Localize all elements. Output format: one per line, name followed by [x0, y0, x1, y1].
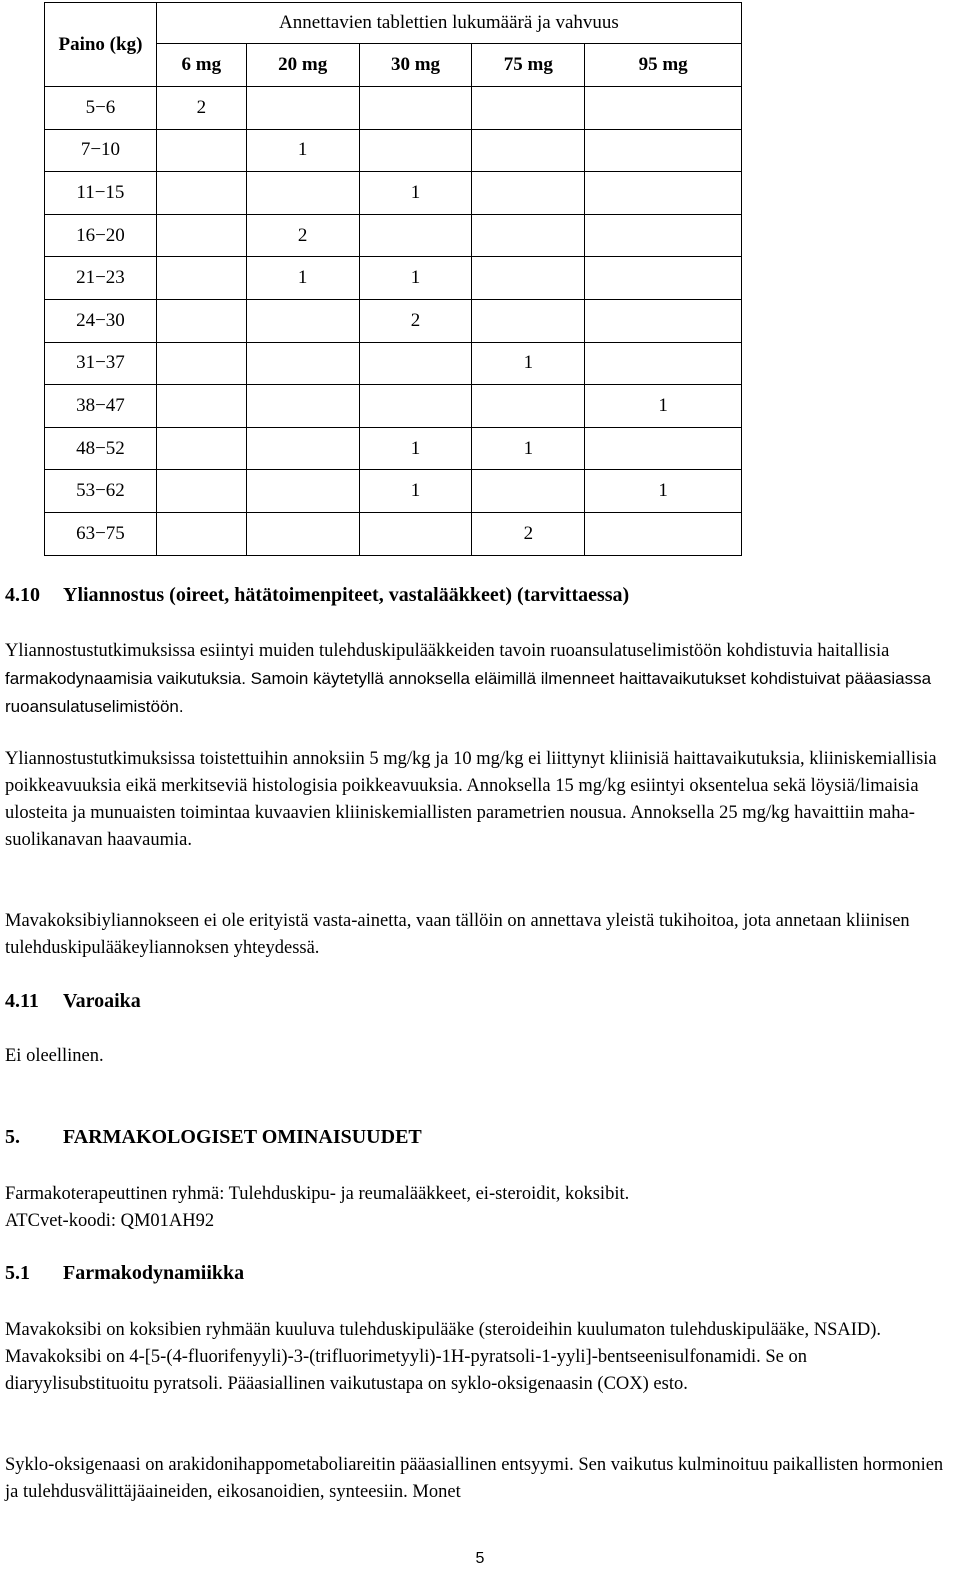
tablet-count-cell	[156, 299, 246, 342]
tablet-count-cell	[156, 342, 246, 385]
weight-cell: 21−23	[45, 257, 157, 300]
tablet-count-cell	[156, 470, 246, 513]
tablet-count-cell: 2	[156, 87, 246, 130]
tablet-count-cell	[585, 427, 742, 470]
section-4-10-paragraph-2: Yliannostustutkimuksissa toistettuihin annoksiin 5 mg/kg ja 10 mg/kg ei liittynyt kliinisiä haittavaikutuksia, kliiniskemiallisia poikkeavuuksia eikä merkitseviä histologisia poikkeavuuksia. Annoksella 15 mg/kg esiintyi oksentelua sekä löysiä/limaisia ulosteita ja munuaisten toimintaa kuvaavien kliiniskemiallisten parametrien nousua. Annoksella 25 mg/kg havaittiin maha-suolikanavan haavaumia.	[5, 749, 937, 850]
tablet-count-cell	[359, 214, 472, 257]
tablet-count-cell	[359, 385, 472, 428]
table-row	[45, 129, 742, 172]
tablet-count-cell	[246, 87, 359, 130]
tablet-count-cell	[472, 172, 585, 215]
tablet-count-cell	[156, 257, 246, 300]
section-5-1-paragraph-1: Mavakoksibi on koksibien ryhmään kuuluva tulehduskipulääke (steroideihin kuulumaton tulehduskipulääke, NSAID). Mavakoksibi on 4-[5-(4-fluorifenyyli)-3-(trifluorimetyyli)-1H-pyratsoli-1-yyli]-bentseenisulfonamidi. Se on diaryylisubstituoitu pyratsoli. Pääasiallinen vaikutustapa on syklo-oksigenaasin (COX) esto.	[5, 1320, 882, 1394]
dosage-table	[44, 2, 742, 556]
tablet-count-cell: 2	[246, 214, 359, 257]
weight-column-header: Paino (kg)	[45, 3, 157, 87]
weight-cell: 31−37	[45, 342, 157, 385]
tablet-count-cell	[472, 214, 585, 257]
table-row	[45, 470, 742, 513]
tablet-strength-group-header: Annettavien tablettien lukumäärä ja vahvuus	[156, 3, 741, 44]
section-5-1-heading: 5.1 Farmakodynamiikka	[5, 1262, 245, 1284]
tablet-count-cell	[246, 385, 359, 428]
tablet-count-cell	[246, 427, 359, 470]
section-5-heading: 5. FARMAKOLOGISET OMINAISUUDET	[5, 1126, 422, 1148]
section-4-10-paragraph-1: Yliannostustutkimuksissa esiintyi muiden tulehduskipulääkkeiden tavoin ruoansulatuselimistöön kohdistuvia haitallisia farmakodynaamisia vaikutuksia. Samoin käytetyllä annoksella eläimillä ilmenneet haittavaikutukset kohdistuivat pääasiassa ruoansulatuselimistöön.	[5, 641, 932, 716]
strength-header: 95 mg	[585, 44, 742, 87]
section-4-11-text: Ei oleellinen.	[5, 1046, 104, 1066]
tablet-count-cell	[472, 299, 585, 342]
weight-cell: 53−62	[45, 470, 157, 513]
tablet-count-cell	[472, 87, 585, 130]
tablet-count-cell	[156, 512, 246, 555]
section-4-11-heading: 4.11 Varoaika	[5, 990, 141, 1012]
table-row	[45, 427, 742, 470]
weight-cell: 7−10	[45, 129, 157, 172]
section-5-pharmacotherapeutic-group: Farmakoterapeuttinen ryhmä: Tulehduskipu- ja reumalääkkeet, ei-steroidit, koksibit.	[5, 1184, 630, 1204]
tablet-count-cell	[156, 385, 246, 428]
page-number: 5	[475, 1550, 485, 1567]
section-4-10-heading: 4.10 Yliannostus (oireet, hätätoimenpiteet, vastalääkkeet) (tarvittaessa)	[5, 584, 630, 606]
tablet-count-cell	[359, 342, 472, 385]
tablet-count-cell	[585, 129, 742, 172]
weight-cell: 48−52	[45, 427, 157, 470]
tablet-count-cell: 2	[472, 512, 585, 555]
section-5-1-paragraph-2: Syklo-oksigenaasi on arakidonihappometaboliareitin pääasiallinen entsyymi. Sen vaikutus kulminoituu paikallisten hormonien ja tulehdusvälittäjäaineiden, eikosanoidien, synteesiin. Monet	[5, 1455, 944, 1502]
tablet-count-cell: 1	[585, 385, 742, 428]
weight-cell: 11−15	[45, 172, 157, 215]
section-4-10-paragraph-3: Mavakoksibiyliannokseen ei ole erityistä vasta-ainetta, vaan tällöin on annettava yleistä tukihoitoa, jota annetaan kliinisen tulehduskipulääkeyliannoksen yhteydessä.	[5, 911, 910, 958]
tablet-count-cell	[472, 470, 585, 513]
tablet-count-cell: 1	[585, 470, 742, 513]
tablet-count-cell	[359, 129, 472, 172]
tablet-count-cell	[359, 512, 472, 555]
tablet-count-cell	[585, 512, 742, 555]
table-row	[45, 385, 742, 428]
tablet-count-cell: 1	[472, 427, 585, 470]
tablet-count-cell	[246, 342, 359, 385]
table-row	[45, 214, 742, 257]
weight-cell: 24−30	[45, 299, 157, 342]
table-row	[45, 87, 742, 130]
tablet-count-cell: 2	[359, 299, 472, 342]
table-row	[45, 342, 742, 385]
tablet-count-cell	[359, 87, 472, 130]
tablet-count-cell	[472, 129, 585, 172]
tablet-count-cell	[246, 512, 359, 555]
strength-header: 75 mg	[472, 44, 585, 87]
tablet-count-cell	[156, 427, 246, 470]
table-row	[45, 172, 742, 215]
tablet-count-cell	[246, 172, 359, 215]
tablet-count-cell	[585, 299, 742, 342]
tablet-count-cell: 1	[246, 129, 359, 172]
weight-cell: 38−47	[45, 385, 157, 428]
tablet-count-cell	[246, 470, 359, 513]
tablet-count-cell: 1	[472, 342, 585, 385]
weight-cell: 5−6	[45, 87, 157, 130]
tablet-count-cell	[585, 257, 742, 300]
tablet-count-cell: 1	[359, 427, 472, 470]
tablet-count-cell	[472, 257, 585, 300]
tablet-count-cell	[246, 299, 359, 342]
tablet-count-cell: 1	[359, 257, 472, 300]
tablet-count-cell: 1	[359, 470, 472, 513]
strength-header: 30 mg	[359, 44, 472, 87]
tablet-count-cell	[156, 172, 246, 215]
weight-cell: 16−20	[45, 214, 157, 257]
tablet-count-cell	[585, 87, 742, 130]
tablet-count-cell: 1	[246, 257, 359, 300]
tablet-count-cell	[156, 214, 246, 257]
tablet-count-cell: 1	[359, 172, 472, 215]
table-row	[45, 512, 742, 555]
tablet-count-cell	[585, 172, 742, 215]
tablet-count-cell	[472, 385, 585, 428]
table-row	[45, 257, 742, 300]
tablet-count-cell	[156, 129, 246, 172]
tablet-count-cell	[585, 342, 742, 385]
strength-header: 20 mg	[246, 44, 359, 87]
weight-cell: 63−75	[45, 512, 157, 555]
strength-header: 6 mg	[156, 44, 246, 87]
tablet-count-cell	[585, 214, 742, 257]
table-row	[45, 299, 742, 342]
section-5-atcvet-code: ATCvet-koodi: QM01AH92	[5, 1211, 215, 1231]
